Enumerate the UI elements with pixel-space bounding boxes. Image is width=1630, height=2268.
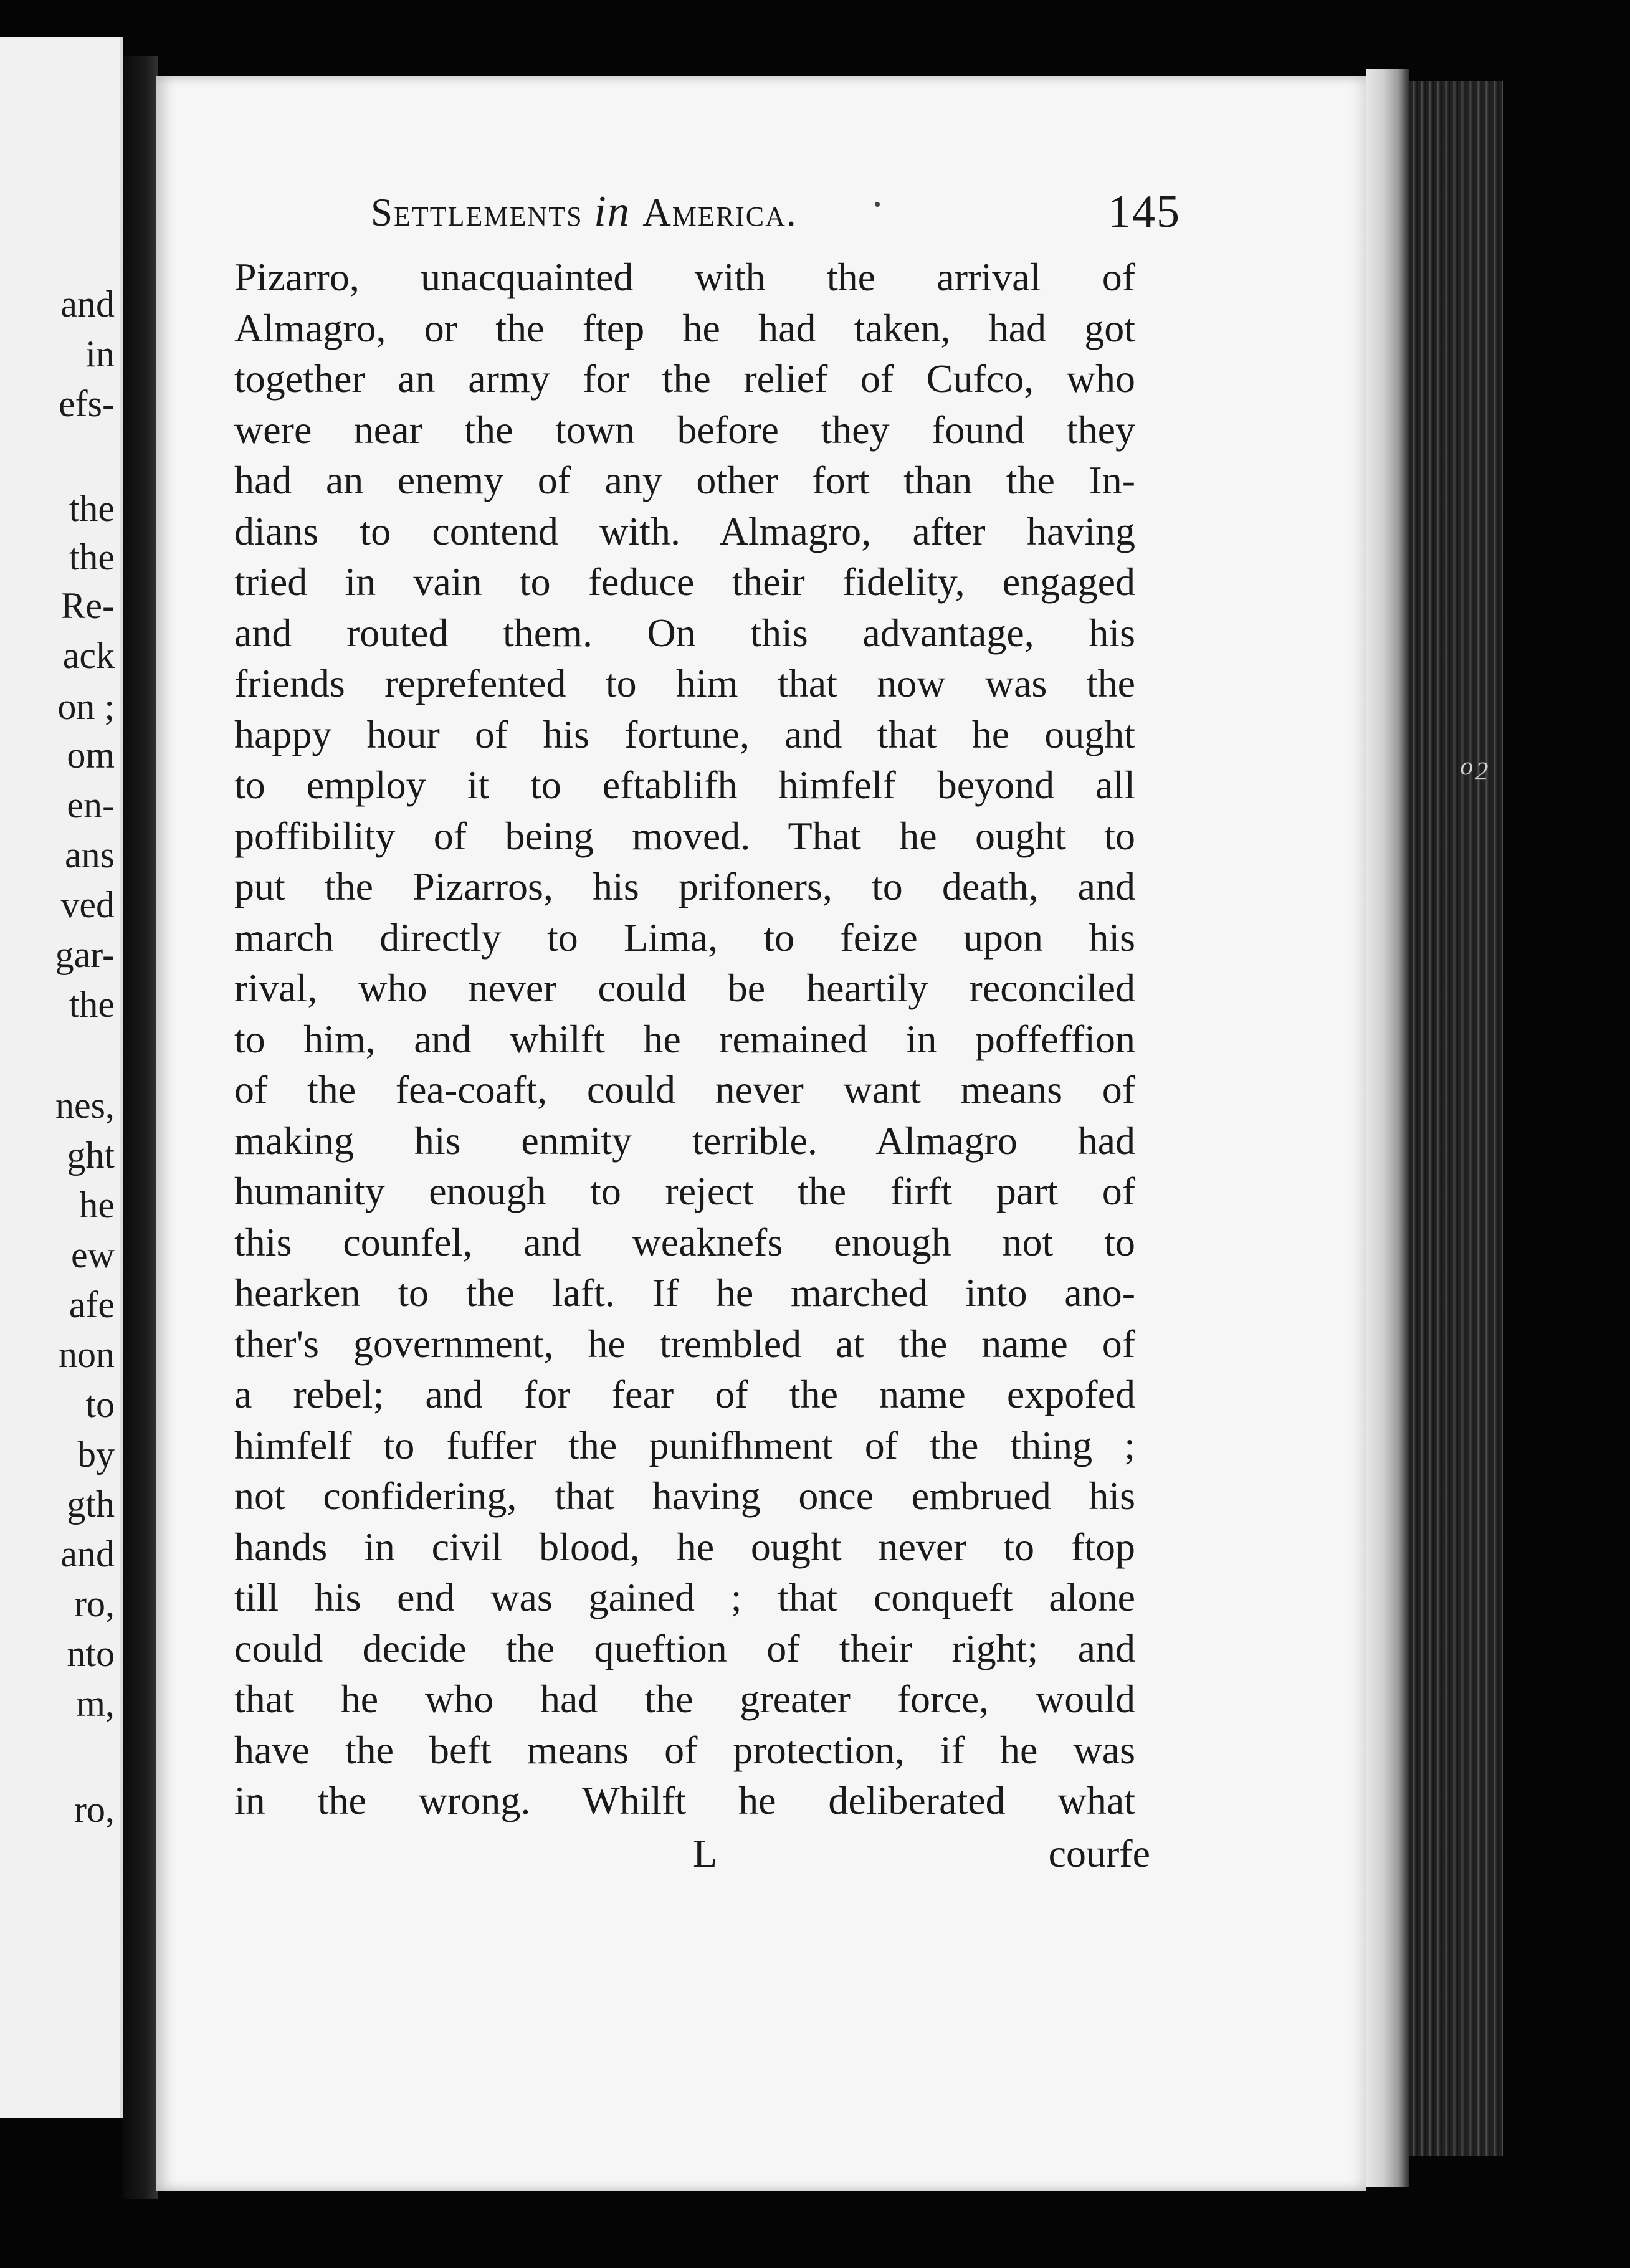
left-page-fragment: ew [71,1234,115,1275]
signature-mark: L [693,1831,718,1875]
running-title [371,187,798,237]
left-page-fragment: ack [62,635,115,676]
left-page-fragment: on ; [57,686,115,727]
left-page-fragment: ro, [74,1789,115,1830]
left-page-fragment: efs- [59,383,115,424]
left-page-fragment: non [59,1334,115,1375]
page-footer [234,1826,1150,1882]
text-line: ther's government, he trembled at the name of [234,1321,1135,1366]
left-page-fragment: to [85,1384,115,1425]
left-page-fragment: ro, [74,1583,115,1624]
running-title-word: America. [642,191,798,234]
text-line: had an enemy of any other fort than the In- [234,458,1135,502]
left-page-fragment: in [85,333,115,374]
text-line: not confidering, that having once embrued his [234,1474,1135,1518]
text-line: have the beft means of protection, if he was [234,1727,1135,1772]
page-edge [1366,69,1409,2187]
text-line: to employ it to eftablifh himfelf beyond all [234,763,1135,807]
text-line: this counfel, and weaknefs enough not to [234,1219,1135,1264]
page-number: 145 [1108,186,1181,237]
left-page-fragment: en- [67,784,115,826]
left-page-fragment: the [69,536,115,578]
left-page-fragment: gth [67,1484,115,1525]
left-page-fragment: om [67,735,115,776]
text-line: poffibility of being moved. That he ought to [234,813,1135,858]
left-facing-page [0,37,123,2118]
text-line: dians to contend with. Almagro, after having [234,508,1135,553]
left-page-fragment: and [60,284,115,325]
text-line: hearken to the laft. If he marched into ano- [234,1270,1135,1315]
page-edge-mark: ₒ₂ [1461,733,1489,781]
running-title-word: in [594,188,643,236]
running-title-word: Settlements [371,191,594,234]
text-line: in the wrong. Whilft he deliberated what [234,1778,1135,1822]
left-page-fragment: ans [65,834,115,875]
body-text [234,252,1135,1826]
text-line: to him, and whilft he remained in poffeffion [234,1016,1135,1061]
text-line: and routed them. On this advantage, his [234,610,1135,655]
text-line: march directly to Lima, to feize upon his [234,915,1135,960]
text-line: were near the town before they found they [234,407,1135,452]
left-page-fragment: nes, [55,1085,115,1126]
left-page-fragment: by [77,1434,115,1475]
left-page-fragment: ght [67,1135,115,1176]
left-page-fragment: afe [69,1284,115,1325]
text-line: tried in vain to feduce their fidelity, engaged [234,560,1135,604]
text-line: together an army for the relief of Cufco, who [234,356,1135,401]
text-line: himfelf to fuffer the punifhment of the thing ; [234,1422,1135,1467]
page-block-edges [1409,81,1503,2156]
running-head [371,187,1181,237]
text-line: till his end was gained ; that conqueft alone [234,1575,1135,1619]
left-page-fragment: Re- [60,585,115,626]
left-page-fragment: gar- [55,934,115,975]
text-line: put the Pizarros, his prifoners, to death, and [234,864,1135,908]
left-page-fragment: and [60,1533,115,1575]
text-line: that he who had the greater force, would [234,1677,1135,1721]
left-page-fragment: m, [76,1683,115,1724]
book-gutter [123,56,158,2199]
text-line: humanity enough to reject the firft part of [234,1169,1135,1213]
left-page-fragment: he [79,1184,115,1226]
text-line: friends reprefented to him that now was the [234,661,1135,705]
text-line: a rebel; and for fear of the name expofed [234,1372,1135,1416]
text-line: Almagro, or the ftep he had taken, had got [234,305,1135,350]
text-line: Pizarro, unacquainted with the arrival of [234,255,1135,299]
left-page-fragment: the [69,488,115,529]
left-page-fragment: ved [60,884,115,925]
catchword: courfe [1048,1831,1150,1875]
text-line: hands in civil blood, he ought never to ftop [234,1524,1135,1569]
text-line: of the fea-coaft, could never want means of [234,1067,1135,1112]
left-page-fragment: the [69,984,115,1025]
text-line: happy hour of his fortune, and that he ought [234,712,1135,756]
left-page-fragment: nto [67,1633,115,1674]
text-line: rival, who never could be heartily reconciled [234,966,1135,1010]
text-line: could decide the queftion of their right; and [234,1626,1135,1670]
text-line: making his enmity terrible. Almagro had [234,1118,1135,1163]
